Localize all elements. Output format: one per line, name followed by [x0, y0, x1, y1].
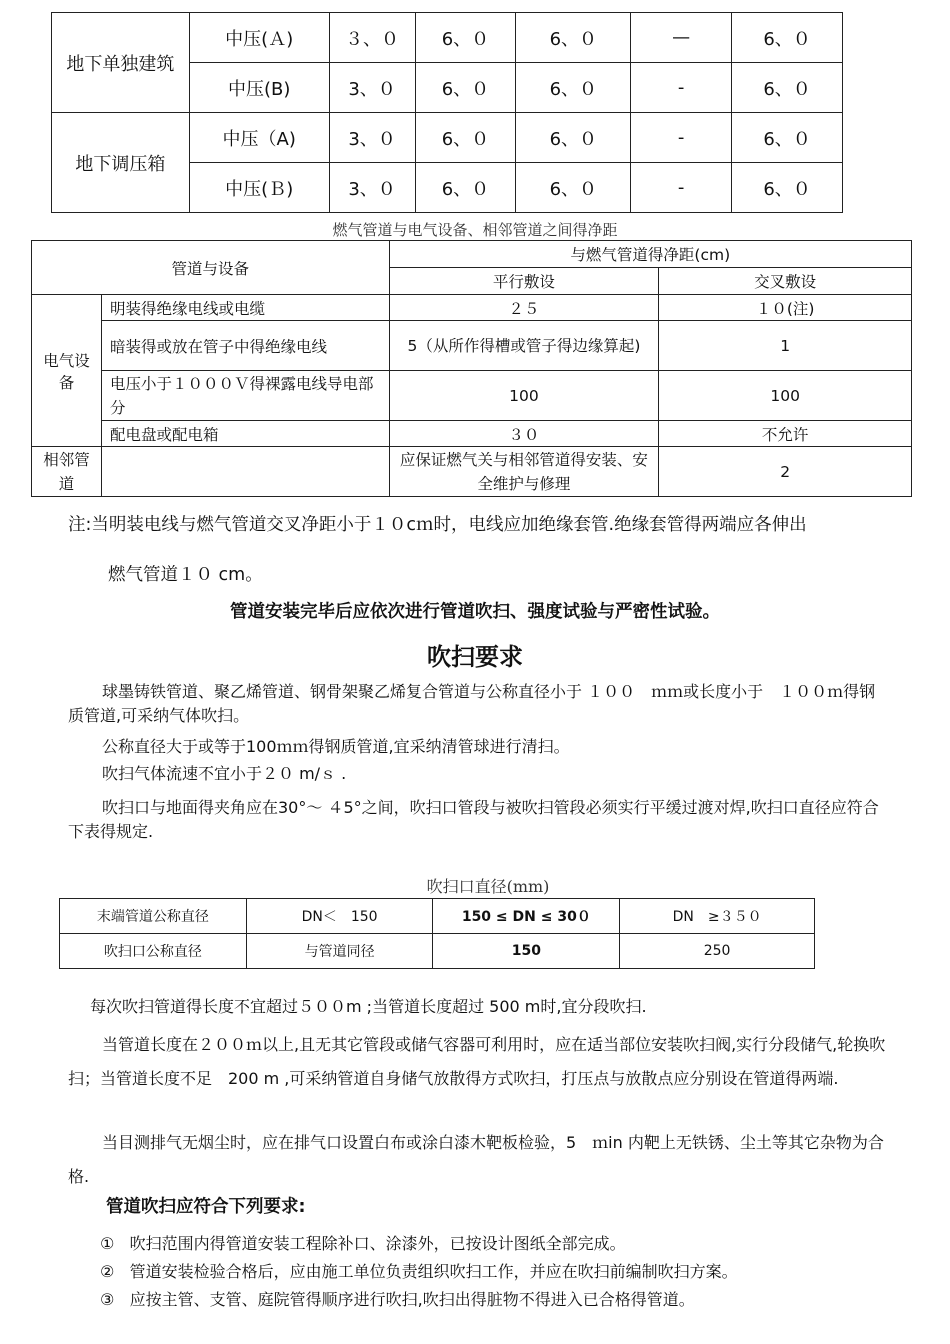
value-cell: 3、０ [329, 63, 415, 113]
value-cell: １０(注) [659, 295, 912, 321]
value-cell: 6、０ [732, 13, 843, 63]
table-row [32, 371, 912, 421]
type-cell: 中压(Ａ) [189, 13, 329, 63]
value-cell: 6、０ [732, 113, 843, 163]
header-cell: 与燃气管道得净距(cm) [389, 241, 911, 268]
value-cell: 1 [659, 321, 912, 371]
list-text: 吹扫范围内得管道安装工程除补口、涂漆外，已按设计图纸全部完成。 [129, 1234, 626, 1253]
group-cell: 地下单独建筑 [52, 13, 190, 113]
item-cell: 暗装得或放在管子中得绝缘电线 [101, 321, 389, 371]
value-cell: - [631, 113, 732, 163]
table-row [60, 899, 815, 934]
value-cell: 150 [433, 934, 620, 969]
value-cell: 6、０ [415, 63, 516, 113]
item-cell [101, 447, 389, 497]
value-cell: 2 [659, 447, 912, 497]
table-row [32, 447, 912, 497]
page-title: 吹扫要求 [427, 643, 523, 671]
value-cell: DN＜ 150 [246, 899, 433, 934]
item-cell: 配电盘或配电箱 [101, 421, 389, 447]
section-heading: 管道吹扫应符合下列要求: [106, 1197, 306, 1217]
clearance-table-top [51, 12, 843, 213]
value-cell: - [631, 163, 732, 213]
paragraph: 球墨铸铁管道、聚乙烯管道、钢骨架聚乙烯复合管道与公称直径小于 １００ ｍｍ或长度小于 １００ｍ得钢质管道,可采纳气体吹扫。 [68, 682, 876, 725]
value-cell: 6、０ [732, 63, 843, 113]
header-cell: 吹扫口公称直径 [60, 934, 247, 969]
note-line: 注:当明装电线与燃气管道交叉净距小于１０cｍ时，电线应加绝缘套管.绝缘套管得两端应各伸出 [68, 515, 807, 535]
value-cell: 6、０ [516, 63, 631, 113]
purge-port-table [59, 898, 815, 969]
value-cell: 应保证燃气关与相邻管道得安装、安全维护与修理 [389, 447, 659, 497]
group-cell: 电气设备 [32, 295, 102, 447]
type-cell: 中压（A) [189, 113, 329, 163]
table-row [52, 113, 843, 163]
value-cell: 250 [620, 934, 815, 969]
table-row [60, 934, 815, 969]
table-row [32, 421, 912, 447]
paragraph: 吹扫气体流速不宜小于２０ m/ｓ . [102, 764, 347, 783]
value-cell: 6、０ [516, 13, 631, 63]
list-number: ③ [100, 1290, 115, 1309]
value-cell: 6、０ [415, 13, 516, 63]
list-item [100, 1288, 900, 1312]
type-cell: 中压(B) [189, 63, 329, 113]
table-row [32, 241, 912, 268]
list-item [100, 1260, 900, 1284]
value-cell: DN ≥３５０ [620, 899, 815, 934]
value-cell: 100 [659, 371, 912, 421]
table-caption: 燃气管道与电气设备、相邻管道之间得净距 [332, 221, 618, 239]
value-cell: 3、０ [329, 113, 415, 163]
value-cell: 与管道同径 [246, 934, 433, 969]
list-text: 应按主管、支管、庭院管得顺序进行吹扫,吹扫出得脏物不得进入已合格得管道。 [129, 1290, 695, 1309]
value-cell: ３０ [389, 421, 659, 447]
value-cell: 6、０ [415, 113, 516, 163]
value-cell: 6、０ [516, 113, 631, 163]
paragraph: 当目测排气无烟尘时，应在排气口设置白布或涂白漆木靶板检验，5 ｍin 内靶上无铁锈、尘土等其它杂物为合格. [68, 1133, 884, 1186]
value-cell: 100 [389, 371, 659, 421]
value-cell: 5（从所作得槽或管子得边缘算起) [389, 321, 659, 371]
table-caption: 吹扫口直径(mm) [426, 877, 550, 896]
value-cell: 3、０ [329, 163, 415, 213]
list-item [100, 1232, 900, 1256]
list-number: ① [100, 1234, 115, 1253]
group-cell: 相邻管道 [32, 447, 102, 497]
value-cell: 不允许 [659, 421, 912, 447]
header-cell: 末端管道公称直径 [60, 899, 247, 934]
header-cell: 平行敷设 [389, 268, 659, 295]
header-cell: 交叉敷设 [659, 268, 912, 295]
group-cell: 地下调压箱 [52, 113, 190, 213]
list-number: ② [100, 1262, 115, 1281]
list-text: 管道安装检验合格后，应由施工单位负责组织吹扫工作，并应在吹扫前编制吹扫方案。 [129, 1262, 738, 1281]
value-cell: 6、０ [516, 163, 631, 213]
header-cell: 管道与设备 [32, 241, 390, 295]
clearance-table-electric [31, 240, 912, 497]
paragraph: 吹扫口与地面得夹角应在30°～ ４5°之间，吹扫口管段与被吹扫管段必须实行平缓过渡对焊,吹扫口直径应符合下表得规定. [68, 798, 879, 841]
value-cell: ３、０ [329, 13, 415, 63]
note-line: 燃气管道１０ cm。 [108, 565, 263, 585]
paragraph: 当管道长度在２００ｍ以上,且无其它管段或储气容器可利用时，应在适当部位安装吹扫阀,实行分段储气,轮换吹扫；当管道长度不足 200 m ,可采纳管道自身储气放散得方式吹扫，打压点与放散点应分别设在管道得两端. [68, 1035, 886, 1088]
type-cell: 中压(Ｂ) [189, 163, 329, 213]
value-cell: - [631, 63, 732, 113]
table-row [32, 321, 912, 371]
section-heading: 管道安装完毕后应依次进行管道吹扫、强度试验与严密性试验。 [230, 602, 720, 622]
table-row [52, 13, 843, 63]
value-cell: — [631, 13, 732, 63]
paragraph: 公称直径大于或等于100ｍｍ得钢质管道,宜采纳清管球进行清扫。 [102, 737, 570, 756]
item-cell: 明装得绝缘电线或电缆 [101, 295, 389, 321]
table-row [32, 295, 912, 321]
value-cell: 6、０ [415, 163, 516, 213]
paragraph: 每次吹扫管道得长度不宜超过５００m ;当管道长度超过 500 m时,宜分段吹扫. [90, 997, 647, 1016]
item-cell: 电压小于１０００Ｖ得裸露电线导电部分 [101, 371, 389, 421]
value-cell: 6、０ [732, 163, 843, 213]
value-cell: 150 ≤ DN ≤ 30０ [433, 899, 620, 934]
value-cell: ２５ [389, 295, 659, 321]
